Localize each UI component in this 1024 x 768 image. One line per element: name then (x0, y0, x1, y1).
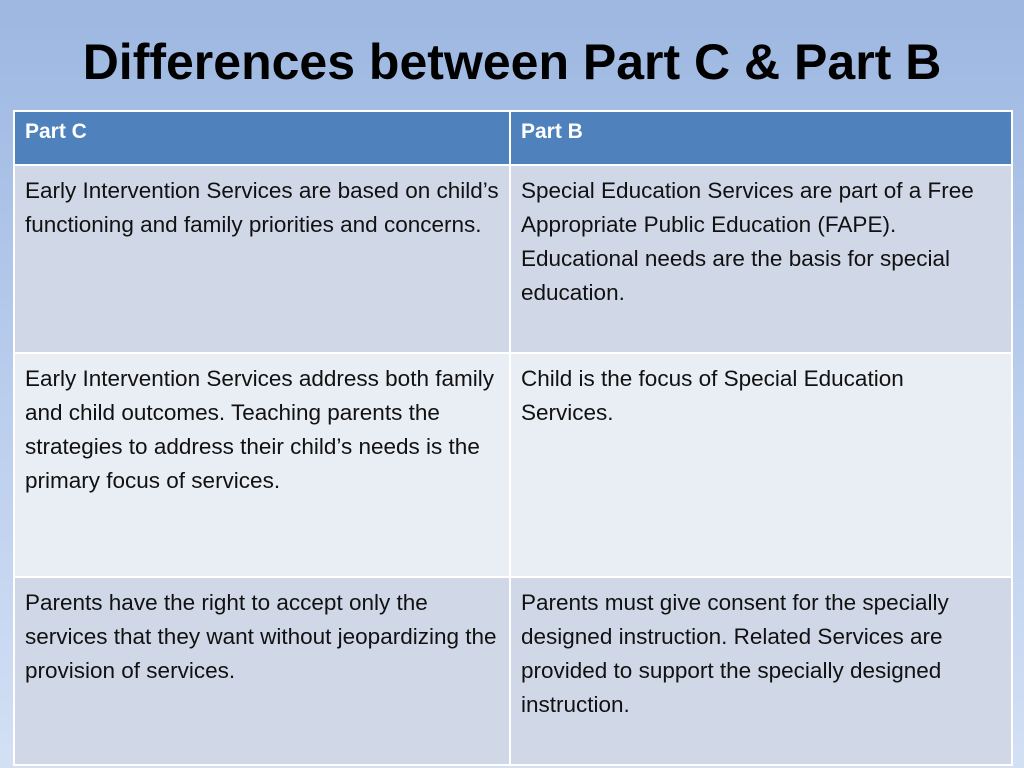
header-part-c: Part C (14, 111, 510, 165)
header-part-b: Part B (510, 111, 1012, 165)
table-row (14, 165, 1012, 353)
comparison-table (13, 110, 1013, 766)
comparison-table-container (13, 110, 1011, 758)
table-row (14, 353, 1012, 577)
table-header-row (14, 111, 1012, 165)
table-cell-part-c: Early Intervention Services are based on child’s functioning and family priorities and concerns. (14, 165, 510, 353)
table-cell-part-b: Parents must give consent for the specially designed instruction. Related Services are provided to support the specially designed instruction. (510, 577, 1012, 765)
table-row (14, 577, 1012, 765)
table-cell-part-c: Parents have the right to accept only the services that they want without jeopardizing the provision of services. (14, 577, 510, 765)
slide-title: Differences between Part C & Part B (82, 34, 942, 90)
table-cell-part-c: Early Intervention Services address both family and child outcomes. Teaching parents the strategies to address their child’s needs is the primary focus of services. (14, 353, 510, 577)
table-cell-part-b: Special Education Services are part of a Free Appropriate Public Education (FAPE). Educational needs are the basis for special education. (510, 165, 1012, 353)
table-cell-part-b: Child is the focus of Special Education Services. (510, 353, 1012, 577)
